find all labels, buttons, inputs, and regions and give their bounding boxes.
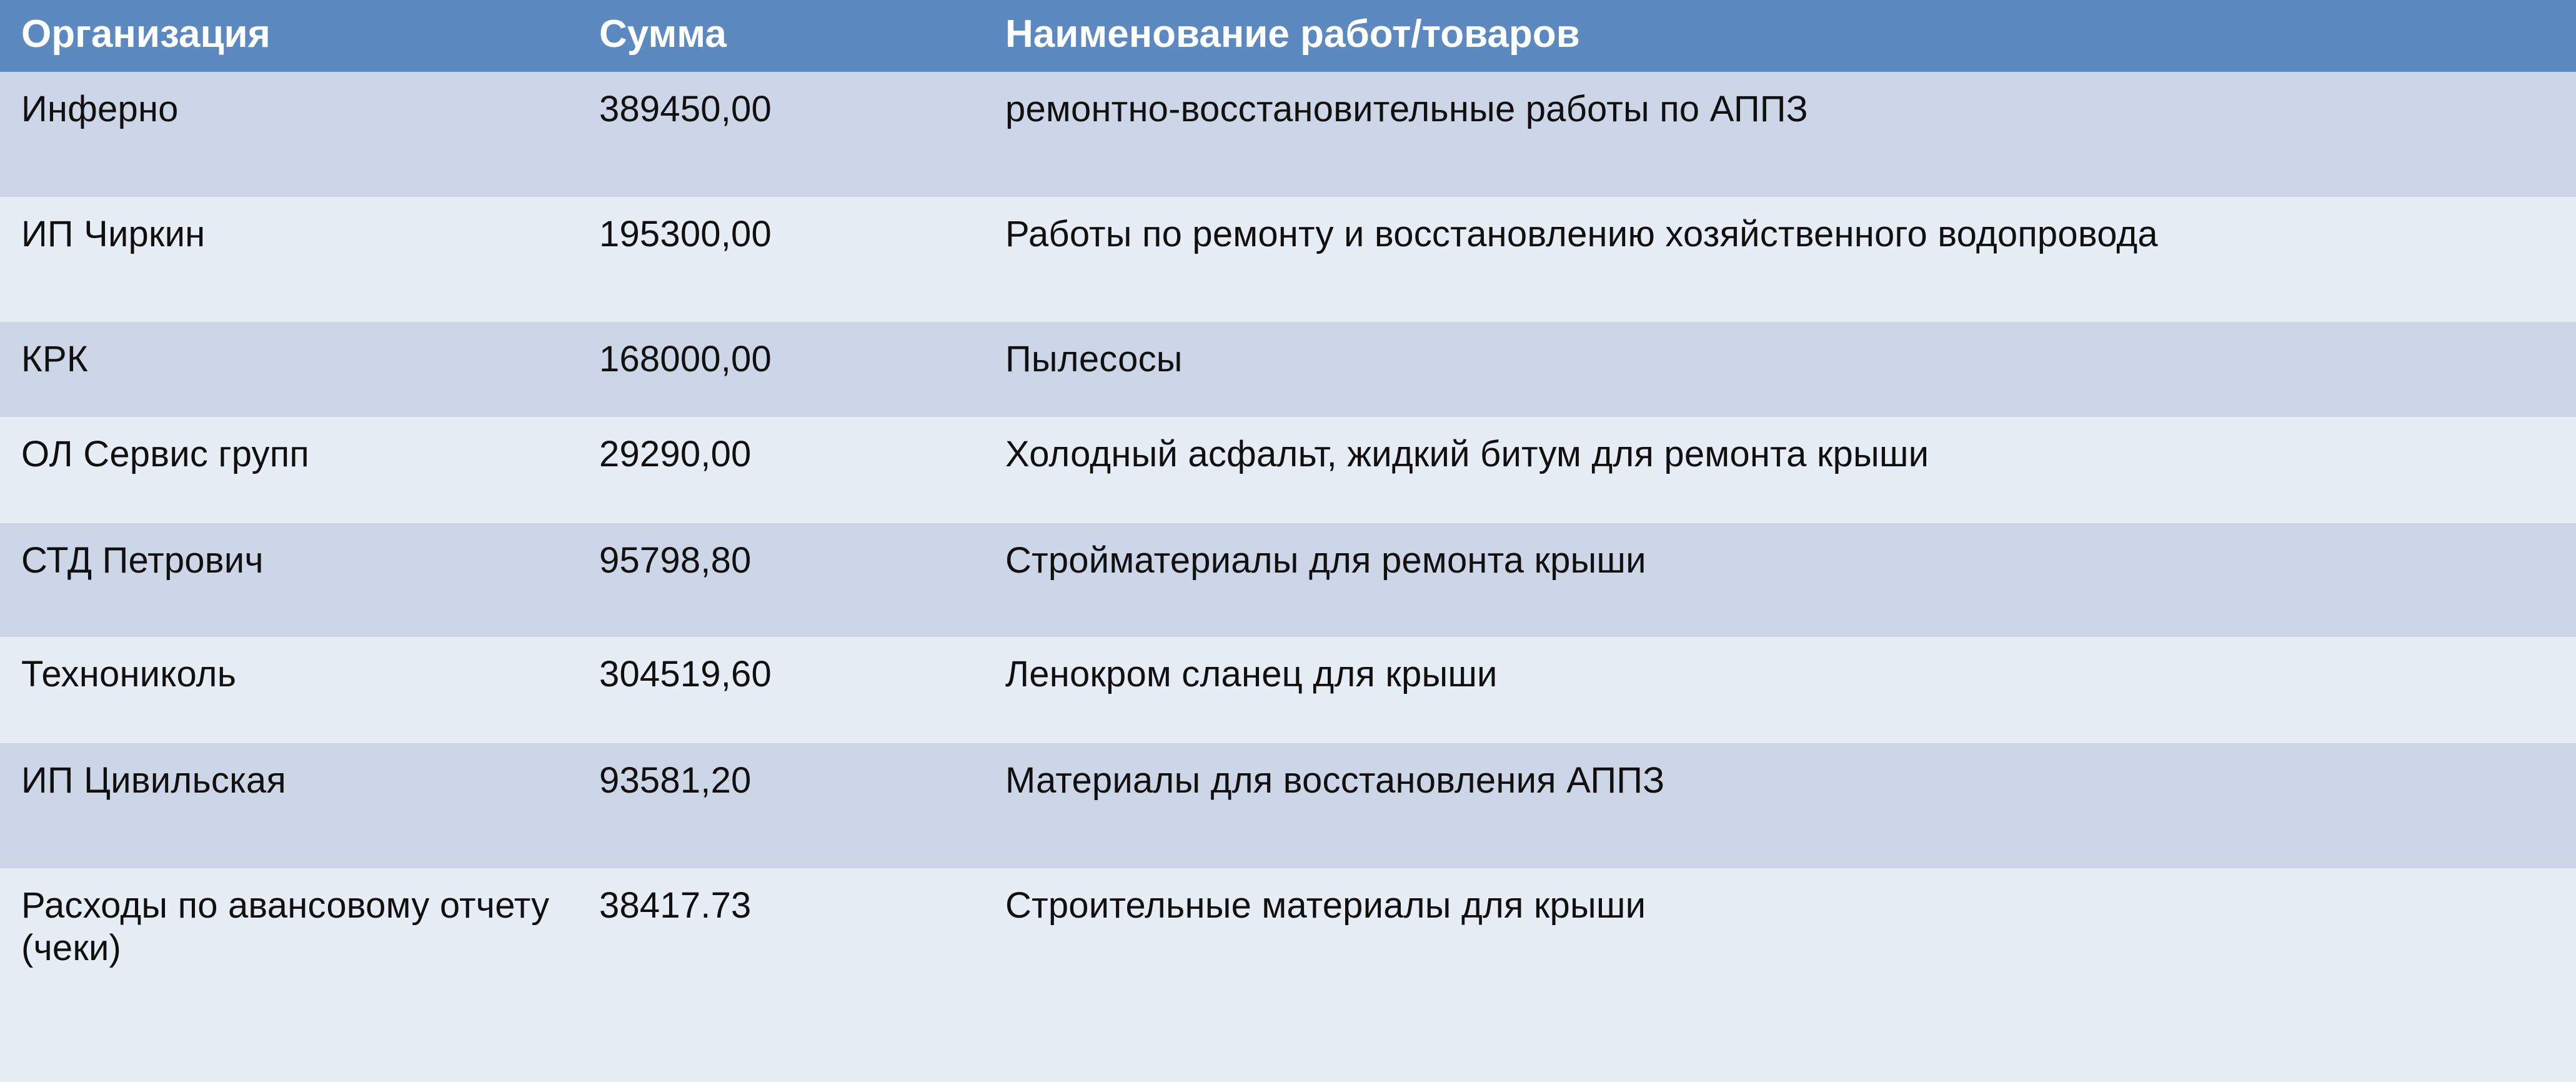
table-row [0,72,2576,197]
cell-description: ремонтно-восстановительные работы по АППЗ [984,72,2576,197]
cell-amount: 195300,00 [578,197,984,322]
table-row [0,417,2576,523]
cell-description: Пылесосы [984,322,2576,417]
cell-description: Строительные материалы для крыши [984,868,2576,1082]
cell-amount: 29290,00 [578,417,984,523]
cell-organization: Расходы по авансовому отчету (чеки) [0,868,578,1082]
cell-organization: ОЛ Сервис групп [0,417,578,523]
cell-description: Холодный асфальт, жидкий битум для ремонта крыши [984,417,2576,523]
table-body [0,72,2576,1082]
cell-organization: Инферно [0,72,578,197]
cell-description: Работы по ремонту и восстановлению хозяйственного водопровода [984,197,2576,322]
table-row [0,637,2576,743]
table-row [0,743,2576,868]
column-header-description: Наименование работ/товаров [984,0,2576,72]
column-header-organization: Организация [0,0,578,72]
cell-amount: 95798,80 [578,523,984,637]
table-header-row [0,0,2576,72]
table-header [0,0,2576,72]
cell-amount: 168000,00 [578,322,984,417]
cell-description: Стройматериалы для ремонта крыши [984,523,2576,637]
cell-organization: Технониколь [0,637,578,743]
cell-amount: 389450,00 [578,72,984,197]
cell-organization: ИП Чиркин [0,197,578,322]
cell-amount: 304519,60 [578,637,984,743]
cell-description: Материалы для восстановления АППЗ [984,743,2576,868]
cell-amount: 93581,20 [578,743,984,868]
cell-organization: СТД Петрович [0,523,578,637]
table-row [0,322,2576,417]
table-row [0,197,2576,322]
column-header-amount: Сумма [578,0,984,72]
cell-description: Ленокром сланец для крыши [984,637,2576,743]
cell-amount: 38417.73 [578,868,984,1082]
table-row [0,868,2576,1082]
cell-organization: ИП Цивильская [0,743,578,868]
cell-organization: КРК [0,322,578,417]
table-row [0,523,2576,637]
